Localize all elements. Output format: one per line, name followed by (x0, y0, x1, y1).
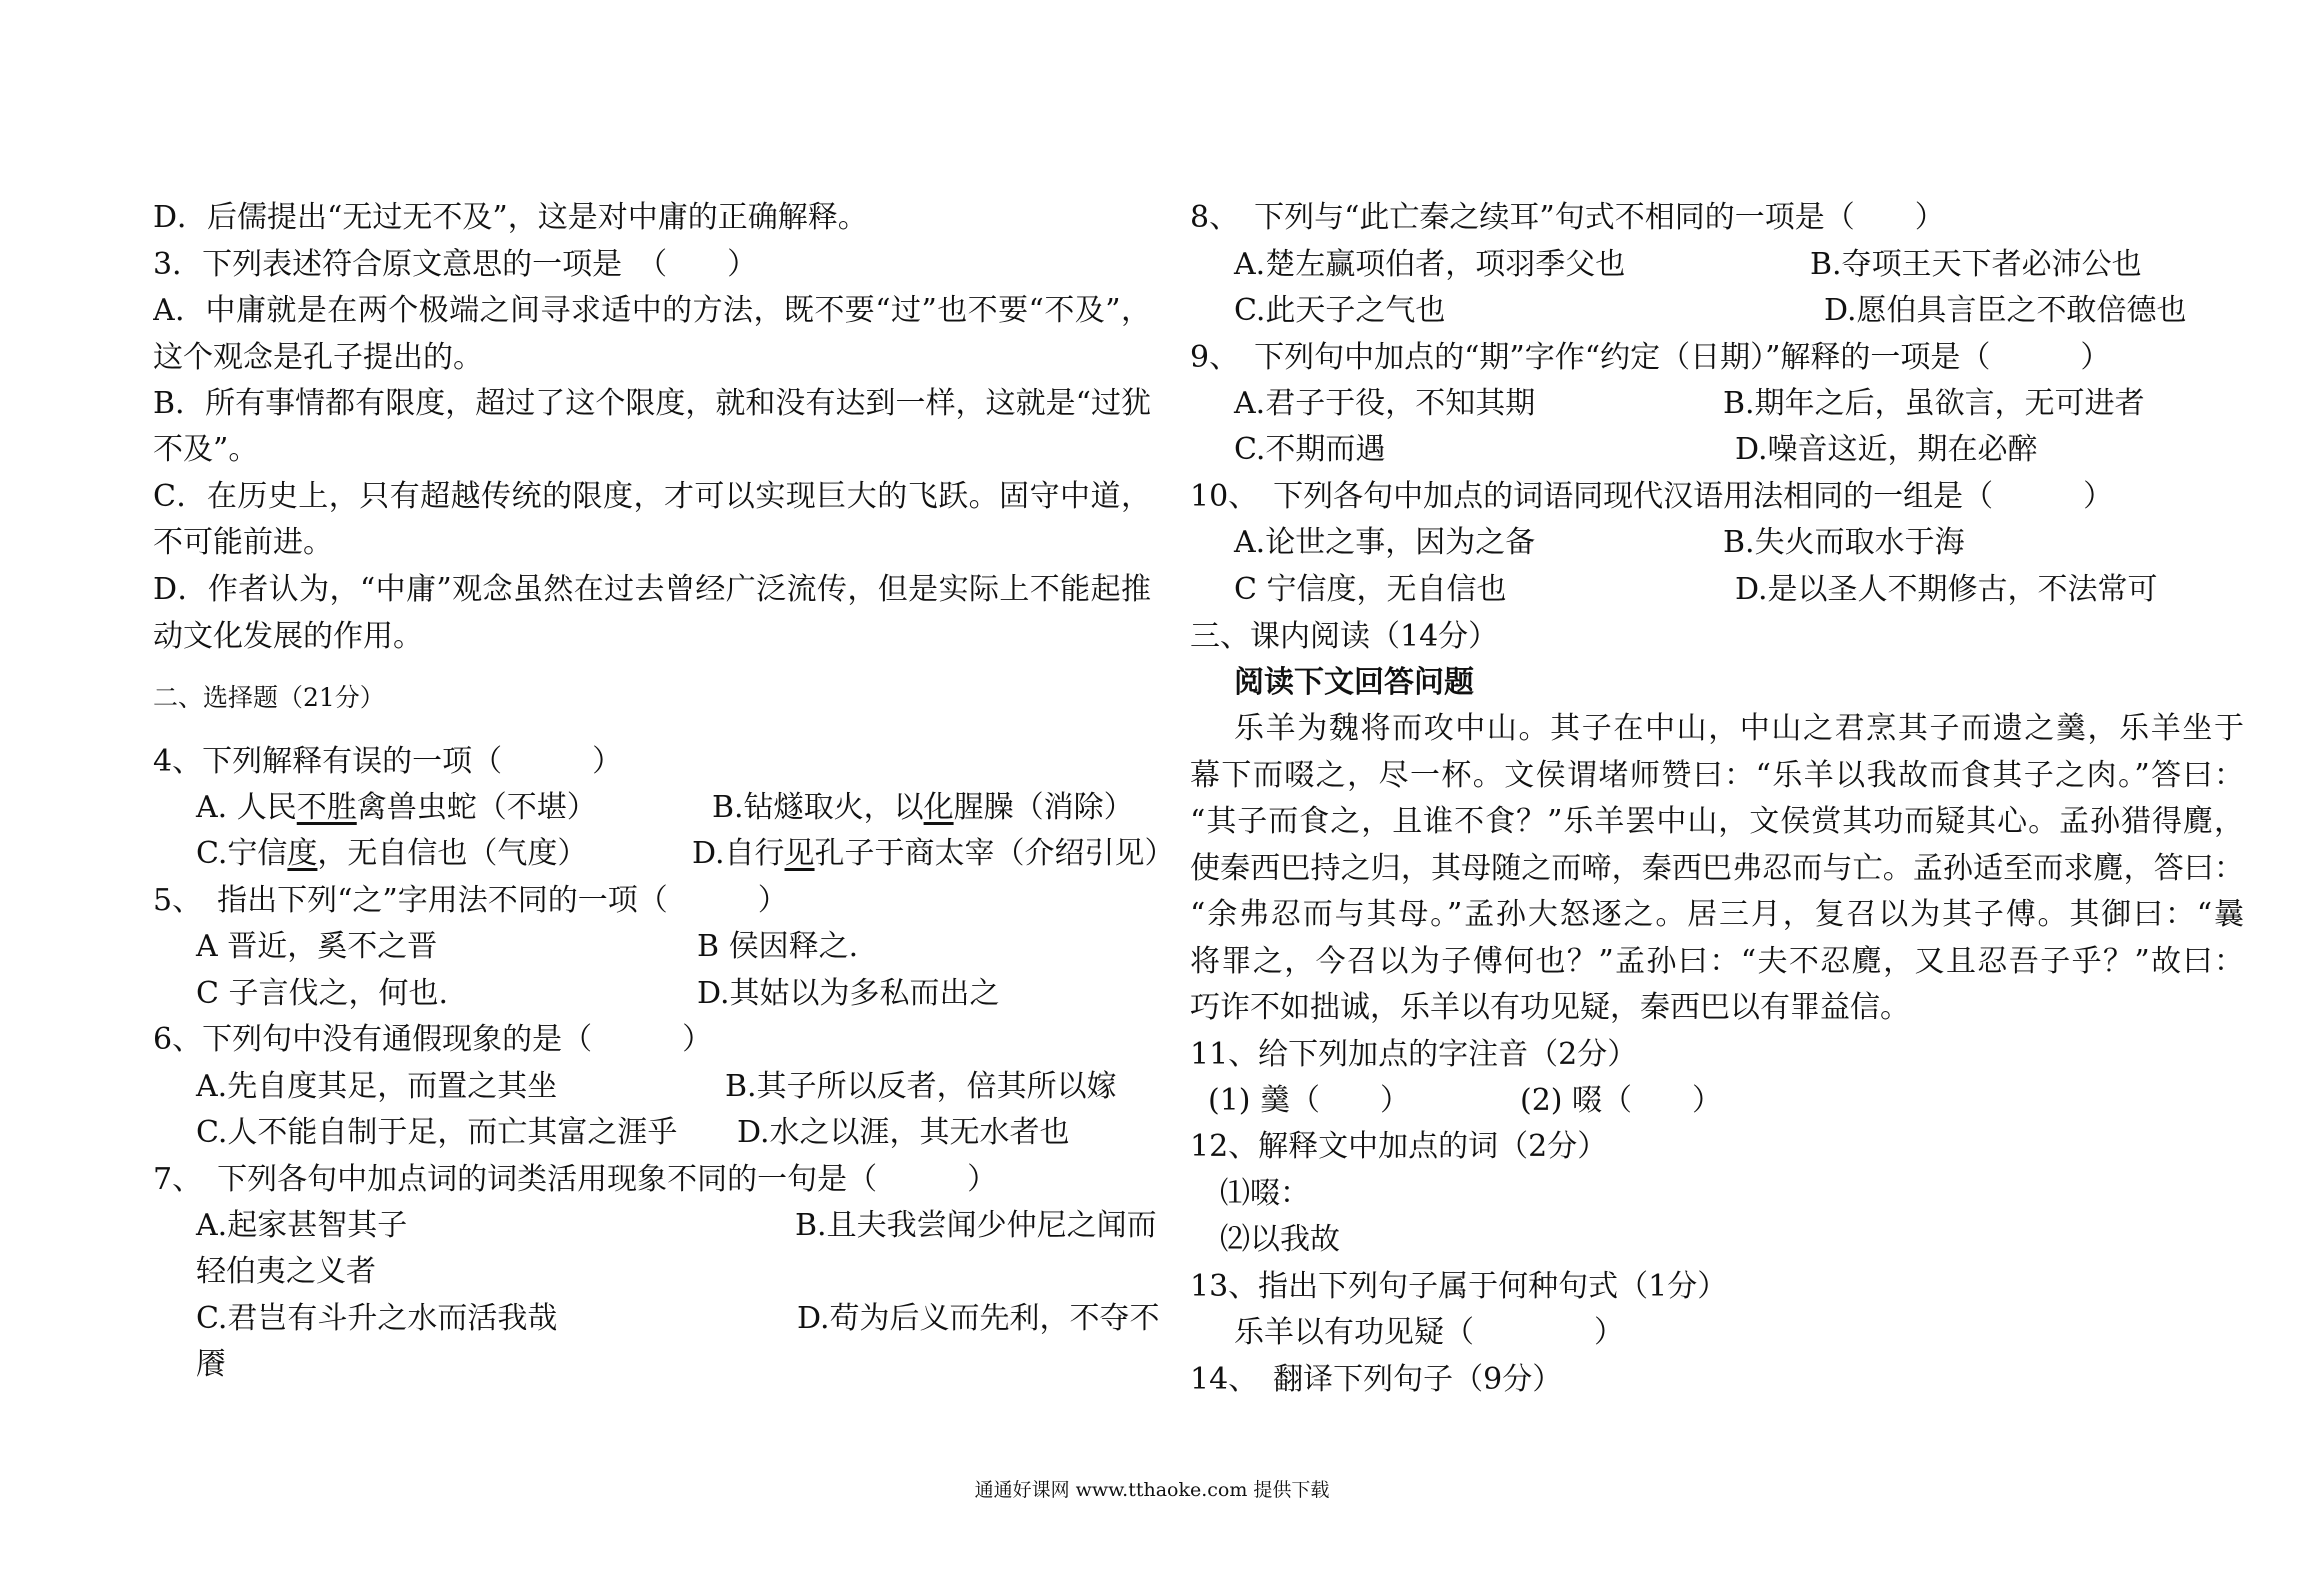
q12-item-2: ⑵以我故 (1220, 1222, 1340, 1257)
q7-option-a: A.起家甚智其子 (196, 1208, 408, 1243)
q12-item-1: ⑴啜： (1220, 1176, 1310, 1211)
q7-option-c: C.君岂有斗升之水而活我哉 (196, 1301, 558, 1336)
q2-option-d: D．后儒提出“无过无不及”，这是对中庸的正确解释。 (153, 200, 868, 235)
right-column (1160, 0, 2304, 1595)
q10-option-d: D.是以圣人不期修古，不法常可 (1735, 572, 2158, 607)
q9-option-d: D.噪音这近，期在必醉 (1735, 432, 2038, 467)
q10-option-a: A.论世之事，因为之备 (1234, 525, 1536, 560)
q8-option-b: B.夺项王天下者必沛公也 (1810, 247, 2142, 282)
q4-option-a-underlined: 不胜 (296, 790, 357, 825)
q13-item-1: 乐羊以有功见疑（ ） (1234, 1315, 1624, 1350)
section-3-heading: 三、课内阅读（14分） (1190, 619, 1499, 654)
q3-option-a-line2: 这个观念是孔子提出的。 (153, 340, 483, 375)
q11-item-1: (1) 羹（ ） (1208, 1083, 1411, 1118)
q4-option-b-pre: B.钻燧取火，以 (712, 790, 924, 825)
q9-option-a: A.君子于役，不知其期 (1234, 386, 1536, 421)
passage-line-3: “其子而食之，且谁不食？”乐羊罢中山，文侯赏其功而疑其心。孟孙猎得麑， (1190, 804, 2244, 839)
q4-option-b (712, 788, 1134, 828)
passage-line-1: 乐羊为魏将而攻中山。其子在中山，中山之君烹其子而遗之羹，乐羊坐于 (1234, 711, 2244, 746)
question-8: 8、 下列与“此亡秦之续耳”句式不相同的一项是（ ） (1190, 200, 1945, 235)
q7-option-d-line1: D.苟为后义而先利，不夺不 (797, 1301, 1160, 1336)
q4-option-d-pre: D.自行 (692, 836, 785, 871)
passage-line-5: “余弗忍而与其母。”孟孙大怒逐之。居三月，复召以为其子傅。其御曰：“曩 (1190, 897, 2244, 932)
passage-line-7: 巧诈不如拙诚，乐羊以有功见疑，秦西巴以有罪益信。 (1190, 990, 1910, 1025)
question-3: 3．下列表述符合原文意思的一项是 （ ） (153, 247, 758, 282)
q4-option-a (196, 788, 597, 828)
q3-option-d-line2: 动文化发展的作用。 (153, 619, 423, 654)
q4-option-a-pre: A. 人民 (196, 790, 297, 825)
question-14: 14、 翻译下列句子（9分） (1190, 1362, 1563, 1397)
question-12: 12、解释文中加点的词（2分） (1190, 1129, 1608, 1164)
question-5: 5、 指出下列“之”字用法不同的一项（ ） (153, 883, 788, 918)
q11-item-2: (2) 啜（ ） (1520, 1083, 1723, 1118)
question-10: 10、 下列各句中加点的词语同现代汉语用法相同的一组是（ ） (1190, 479, 2114, 514)
passage-line-6: 将罪之，今召以为子傅何也？”孟孙曰：“夫不忍麑，又且忍吾子乎？”故曰： (1190, 944, 2244, 979)
q5-option-d: D.其姑以为多私而出之 (697, 976, 1000, 1011)
q4-option-b-post: 腥臊（消除） (953, 790, 1134, 825)
question-13: 13、指出下列句子属于何种句式（1分） (1190, 1269, 1728, 1304)
q6-option-b: B.其子所以反者，倍其所以嫁 (725, 1069, 1117, 1104)
q4-option-c (196, 834, 587, 874)
q5-option-c: C 子言伐之，何也. (196, 976, 449, 1011)
q8-option-a: A.楚左赢项伯者，项羽季父也 (1234, 247, 1626, 282)
passage-line-4: 使秦西巴持之归，其母随之而啼，秦西巴弗忍而与亡。孟孙适至而求麑，答曰： (1190, 851, 2244, 886)
page-footer: 通通好课网 www.tthaoke.com 提供下载 (974, 1479, 1330, 1501)
q5-option-b: B 侯因释之. (697, 929, 859, 964)
q8-option-c: C.此天子之气也 (1234, 293, 1446, 328)
q10-option-b: B.失火而取水于海 (1723, 525, 1965, 560)
q3-option-c-line1: C．在历史上，只有超越传统的限度，才可以实现巨大的飞跃。固守中道， (153, 479, 1151, 514)
q3-option-b-line1: B．所有事情都有限度，超过了这个限度，就和没有达到一样，这就是“过犹 (153, 386, 1151, 421)
question-9: 9、 下列句中加点的“期”字作“约定（日期）”解释的一项是（ ） (1190, 340, 2111, 375)
q4-option-d-underlined: 见 (784, 836, 815, 871)
q6-option-c: C.人不能自制于足，而亡其富之涯乎 (196, 1115, 678, 1150)
q3-option-c-line2: 不可能前进。 (153, 525, 333, 560)
q7-option-b-line1: B.且夫我尝闻少仲尼之闻而 (795, 1208, 1157, 1243)
reading-title: 阅读下文回答问题 (1234, 665, 1474, 700)
q4-option-b-underlined: 化 (923, 790, 954, 825)
q4-option-d (692, 834, 1175, 874)
q9-option-b: B.期年之后，虽欲言，无可进者 (1723, 386, 2145, 421)
q7-option-d-line2: 餍 (196, 1347, 226, 1382)
q9-option-c: C.不期而遇 (1234, 432, 1386, 467)
question-11: 11、给下列加点的字注音（2分） (1190, 1037, 1638, 1072)
question-4: 4、下列解释有误的一项（ ） (153, 744, 623, 779)
passage-line-2: 幕下而啜之，尽一杯。文侯谓堵师赞曰：“乐羊以我故而食其子之肉。”答曰： (1190, 758, 2244, 793)
section-2-heading: 二、选择题（21分） (153, 683, 385, 712)
question-7: 7、 下列各句中加点词的词类活用现象不同的一句是（ ） (153, 1162, 998, 1197)
q6-option-d: D.水之以涯，其无水者也 (737, 1115, 1070, 1150)
question-6: 6、下列句中没有通假现象的是（ ） (153, 1022, 713, 1057)
q5-option-a: A 晋近，奚不之晋 (196, 929, 438, 964)
q4-option-c-post: ，无自信也（气度） (317, 836, 588, 871)
q3-option-d-line1: D．作者认为，“中庸”观念虽然在过去曾经广泛流传，但是实际上不能起推 (153, 572, 1151, 607)
q4-option-d-post: 孔子于商太宰（介绍引见） (814, 836, 1175, 871)
q7-option-b-line2: 轻伯夷之义者 (196, 1254, 376, 1289)
q3-option-a-line1: A．中庸就是在两个极端之间寻求适中的方法，既不要“过”也不要“不及”， (153, 293, 1151, 328)
q6-option-a: A.先自度其足，而置之其坐 (196, 1069, 558, 1104)
q3-option-b-line2: 不及”。 (153, 432, 259, 467)
q4-option-c-underlined: 度 (287, 836, 318, 871)
q4-option-c-pre: C.宁信 (196, 836, 288, 871)
q8-option-d: D.愿伯具言臣之不敢倍德也 (1824, 293, 2187, 328)
q10-option-c: C 宁信度，无自信也 (1234, 572, 1507, 607)
q4-option-a-post: 禽兽虫蛇（不堪） (356, 790, 597, 825)
